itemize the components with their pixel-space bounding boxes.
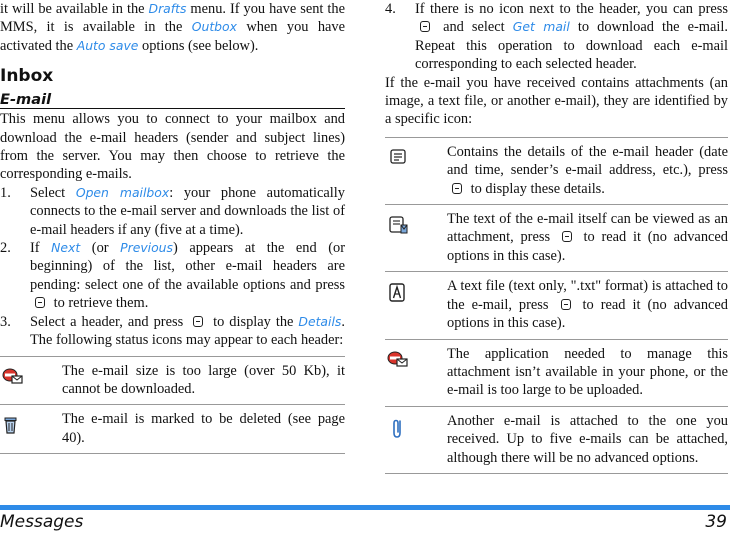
next-link[interactable]: Next bbox=[51, 240, 81, 256]
icon-description: The text of the e-mail itself can be viewed as an attachment, press to read it (no advanced options in this case). bbox=[447, 205, 728, 272]
icon-description: The application needed to manage this attachment isn’t available in your phone, or the e-mail is too large to be uploaded. bbox=[447, 339, 728, 406]
email-text-attachment-icon bbox=[387, 215, 411, 237]
email-subheading: E-mail bbox=[0, 91, 345, 109]
ok-key-icon bbox=[35, 297, 45, 308]
table-row bbox=[0, 356, 345, 405]
step-1 bbox=[0, 184, 345, 239]
icon-cell bbox=[385, 137, 447, 204]
table-row bbox=[385, 272, 728, 339]
step-2 bbox=[0, 239, 345, 313]
step-text: Select a header, and press to display the Details. The following status icons may appear to each header: bbox=[30, 313, 345, 349]
step-number: 2. bbox=[0, 240, 11, 257]
unsupported-attachment-icon bbox=[387, 350, 409, 368]
get-mail-link[interactable]: Get mail bbox=[512, 19, 570, 35]
icon-cell bbox=[385, 339, 447, 406]
ok-key-icon bbox=[562, 231, 572, 242]
step-number: 3. bbox=[0, 313, 11, 330]
step-number: 1. bbox=[0, 184, 11, 201]
auto-save-link[interactable]: Auto save bbox=[76, 37, 139, 53]
icon-cell bbox=[0, 356, 62, 405]
ok-key-icon bbox=[452, 183, 462, 194]
status-icon-table bbox=[0, 356, 345, 455]
intro-paragraph: it will be available in the Drafts menu. If you have sent the MMS, it is available in the Outbox when you have activated the Auto save options (see below). bbox=[0, 1, 345, 54]
ok-key-icon bbox=[561, 299, 571, 310]
footer-section-title: Messages bbox=[0, 512, 84, 532]
icon-description: The e-mail size is too large (over 50 Kb), it cannot be downloaded. bbox=[62, 356, 345, 405]
drafts-link[interactable]: Drafts bbox=[148, 1, 187, 16]
email-header-details-icon bbox=[387, 148, 409, 166]
email-body-paragraph: This menu allows you to connect to your mailbox and download the e-mail headers (sender and subject lines) from the server. You may then choose to retrieve the corresponding e-mails. bbox=[0, 111, 345, 183]
table-row bbox=[385, 137, 728, 204]
step-3 bbox=[0, 313, 345, 350]
step-text: Select Open mailbox: your phone automatically connects to the e-mail server and downloads the list of e-mail headers if any (five at a time). bbox=[30, 184, 345, 238]
icon-cell bbox=[385, 406, 447, 473]
table-row bbox=[385, 339, 728, 406]
ok-key-icon bbox=[420, 21, 430, 32]
icon-cell bbox=[385, 205, 447, 272]
left-column bbox=[0, 0, 345, 454]
icon-description: Contains the details of the e-mail header (date and time, sender’s e-mail address, etc.), press to display these details. bbox=[447, 137, 728, 204]
page-number: 39 bbox=[705, 512, 727, 532]
step-4 bbox=[385, 0, 728, 74]
trash-bin-icon bbox=[2, 415, 24, 435]
steps-list bbox=[0, 184, 345, 350]
icon-description: The e-mail is marked to be deleted (see page 40). bbox=[62, 405, 345, 454]
icon-cell bbox=[385, 272, 447, 339]
icon-cell bbox=[0, 405, 62, 454]
table-row bbox=[385, 205, 728, 272]
table-row bbox=[385, 406, 728, 473]
step-text: If Next (or Previous) appears at the end (or beginning) of the list, other e-mail headers are pending: select one of the available options and press to retrieve them. bbox=[30, 240, 345, 312]
icon-description: Another e-mail is attached to the one you received. Up to five e-mails can be attached, although there will be no advanced options. bbox=[447, 406, 728, 473]
text-file-attachment-icon bbox=[387, 282, 409, 304]
details-link[interactable]: Details bbox=[298, 313, 342, 329]
step-text: If there is no icon next to the header, you can press and select Get mail to download the e-mail. Repeat this operation to download each e-mail corresponding to each selected header. bbox=[415, 1, 728, 73]
attachments-paragraph: If the e-mail you have received contains attachments (an image, a text file, or another e-mail), they are identified by a specific icon: bbox=[385, 74, 728, 128]
open-mailbox-link[interactable]: Open mailbox bbox=[75, 184, 170, 200]
previous-link[interactable]: Previous bbox=[120, 240, 173, 256]
paperclip-icon bbox=[387, 417, 409, 439]
step-number: 4. bbox=[385, 1, 396, 17]
inbox-heading: Inbox bbox=[0, 66, 54, 87]
email-too-large-icon bbox=[2, 367, 24, 385]
attachment-icon-table bbox=[385, 137, 728, 474]
icon-description: A text file (text only, ".txt" format) is attached to the e-mail, press to read it (no advanced options in this case). bbox=[447, 272, 728, 339]
table-row bbox=[0, 405, 345, 454]
ok-key-icon bbox=[193, 316, 203, 327]
outbox-link[interactable]: Outbox bbox=[191, 19, 237, 35]
right-column bbox=[385, 0, 728, 474]
footer-rule bbox=[0, 505, 730, 510]
